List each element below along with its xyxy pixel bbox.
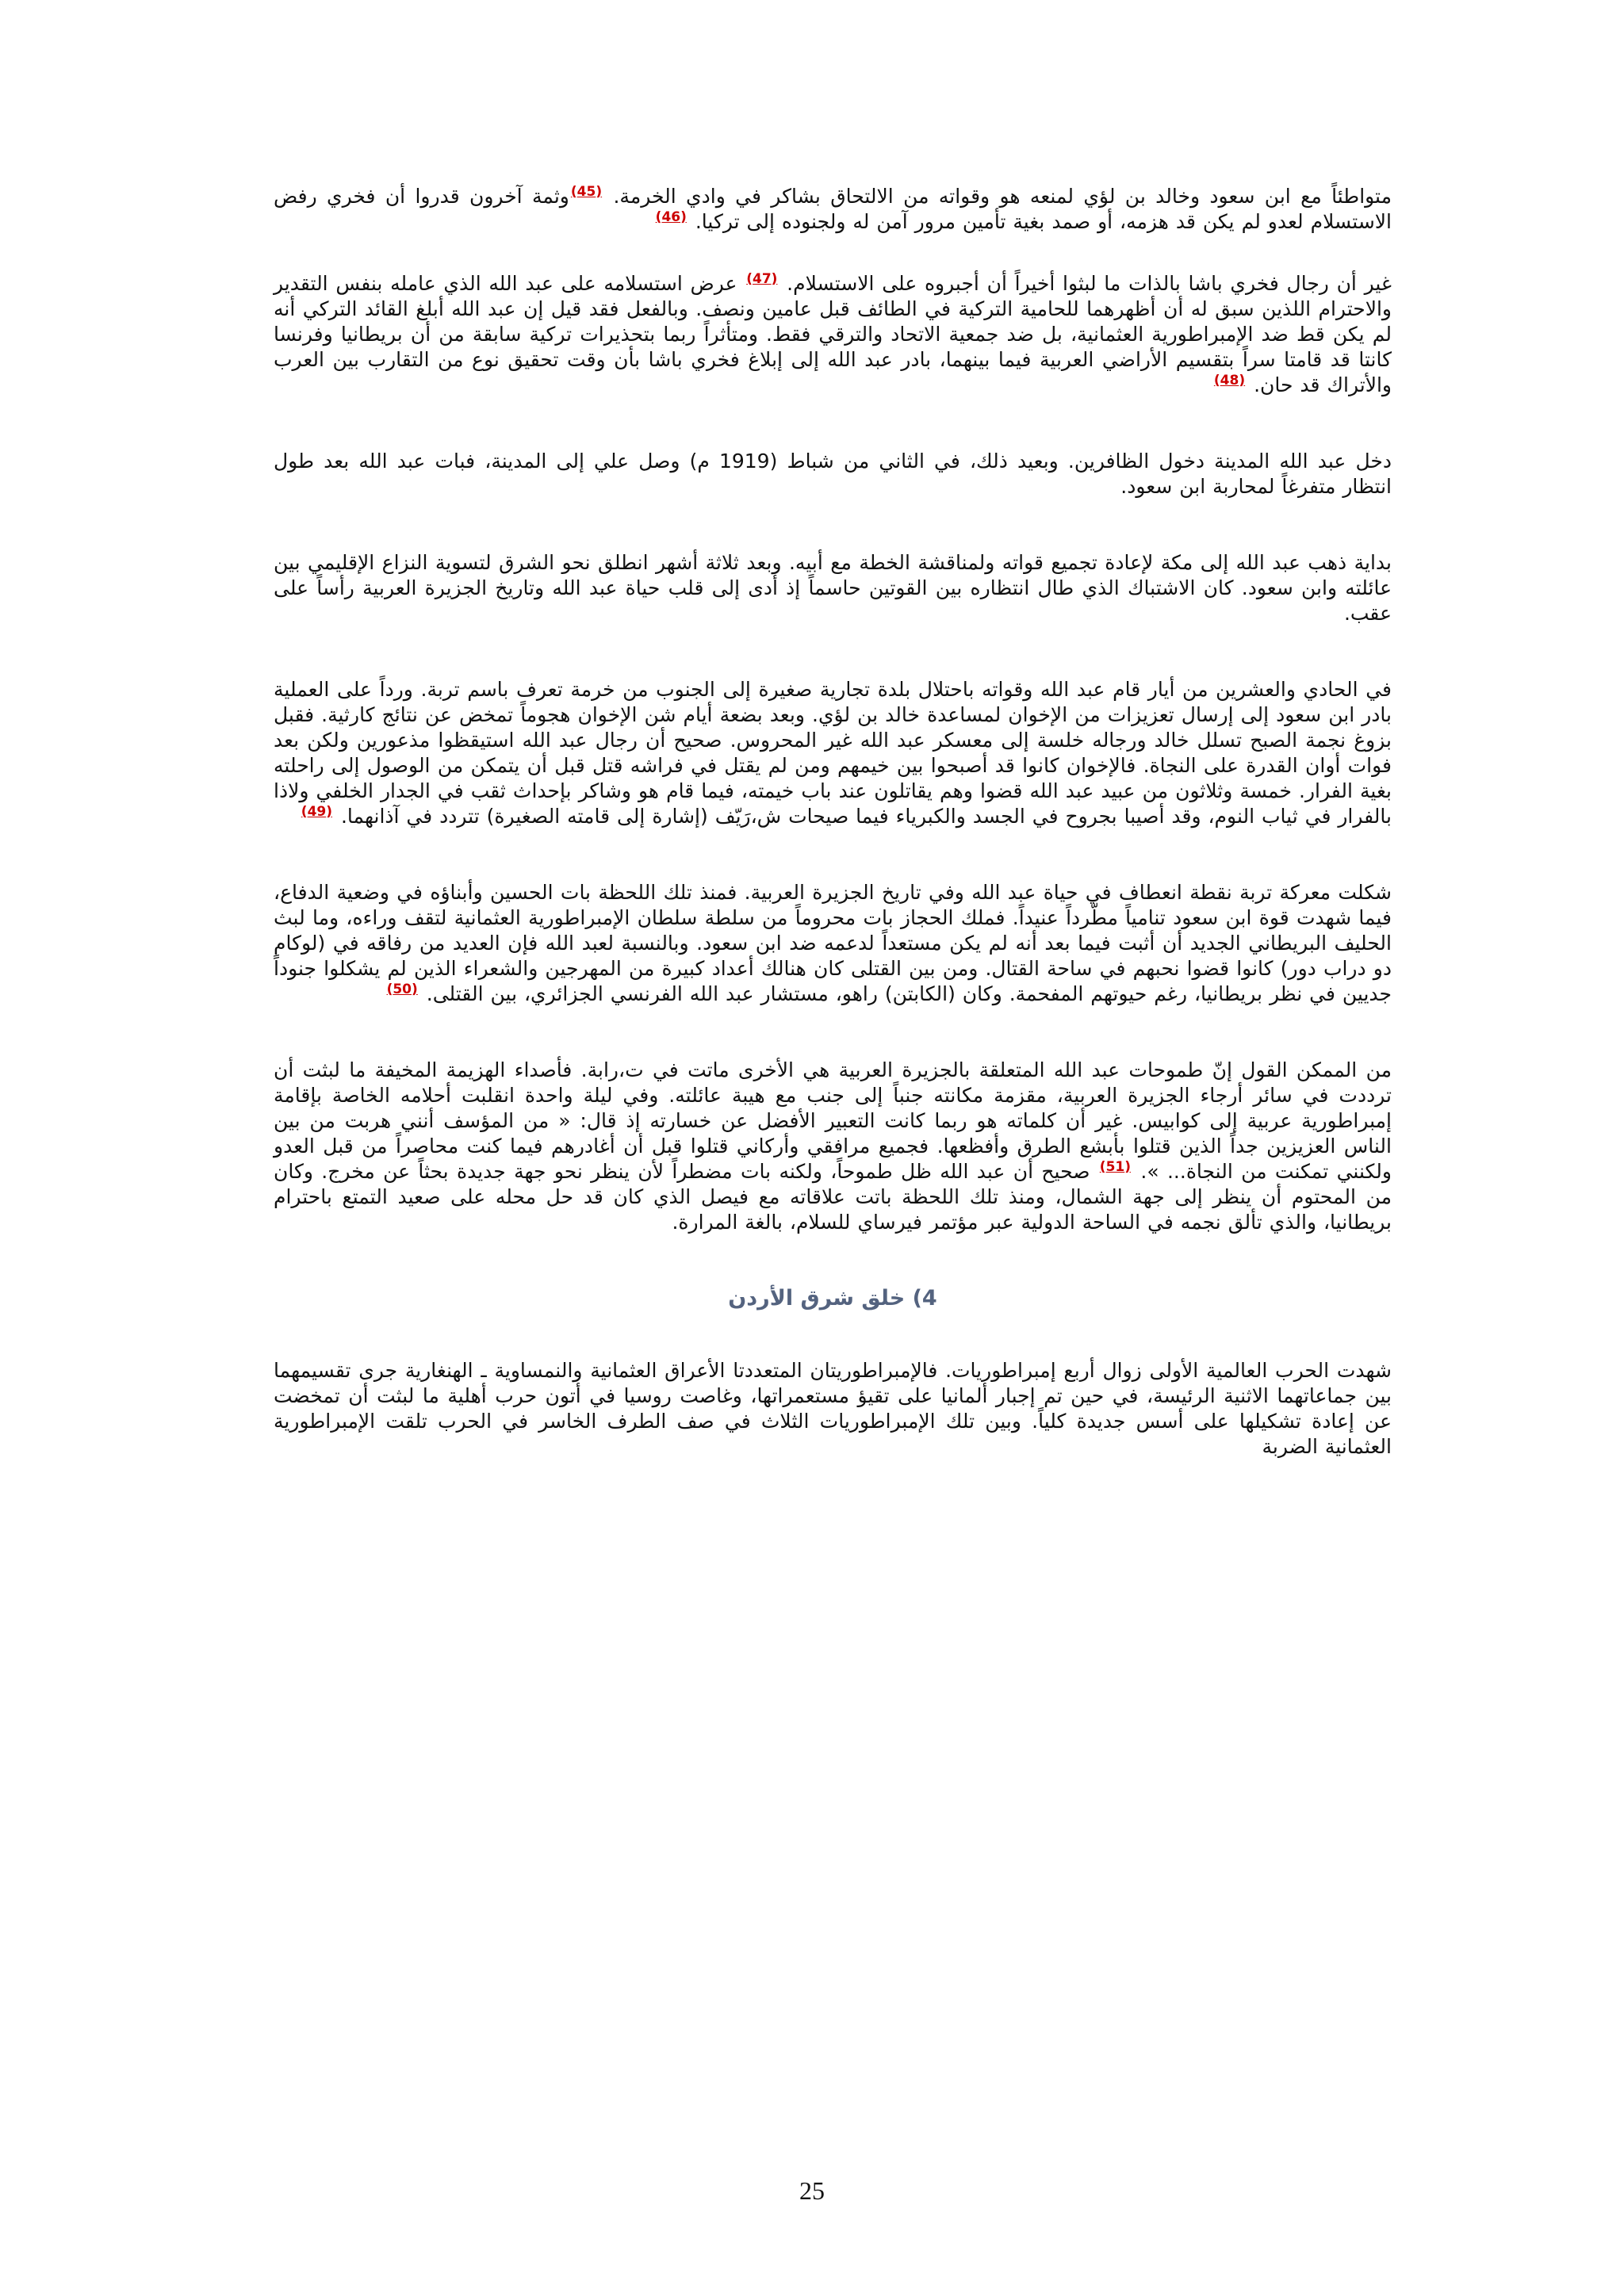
paragraph-3 bbox=[274, 449, 1392, 499]
page-body bbox=[274, 184, 1392, 1510]
paragraph-text: صحيح أن عبد الله ظل طموحاً، ولكنه بات مضطراً لأن ينظر نحو جهة جديدة بحثاً عن مخرج. وكان من المحتوم أن ينظر إلى جهة الشمال، ومنذ تلك اللحظة باتت علاقاته مع فيصل الذي كان قد حل محله على صعيد التمتع باحترام بريطانيا، والذي تألق نجمه في الساحة الدولية عبر مؤتمر فيرساي للسلام، بالغة المرارة. bbox=[274, 1160, 1392, 1234]
footnote-ref-51[interactable]: (51) bbox=[1099, 1158, 1132, 1175]
footnote-ref-48[interactable]: (48) bbox=[1213, 372, 1246, 388]
footnote-ref-47[interactable]: (47) bbox=[746, 270, 778, 287]
footnote-ref-45[interactable]: (45) bbox=[570, 183, 603, 200]
paragraph-7 bbox=[274, 1058, 1392, 1235]
paragraph-2 bbox=[274, 271, 1392, 398]
paragraph-text: في الحادي والعشرين من أيار قام عبد الله وقواته باحتلال بلدة تجارية صغيرة إلى الجنوب من خرمة تعرف باسم تربة. ورداً على العملية بادر ابن سعود إلى إرسال تعزيزات من الإخوان لمساعدة خالد بن لؤي. وبعد بضعة أيام شن الإخوان هجوماً تمخض عن نتائج كارثية. فقبل بزوغ نجمة الصبح تسلل خالد ورجاله خلسة إلى معسكر عبد الله غير المحروس. صحيح أن رجال عبد الله استيقظوا مذعورين ولكن بعد فوات أوان القدرة على النجاة. فالإخوان كانوا قد أصبحوا بين خيمهم ومن لم يقتل في فراشه قتل قبل أن يتمكن من الوصول إلى راحلته بغية الفرار. خمسة وثلاثون من عبيد عبد الله قضوا وهم يقاتلون عند باب خيمته، فيما قام هو وشاكر بإحداث ثقب في الجدار الخلفي ولاذا بالفرار في ثياب النوم، وقد أصيبا بجروح في الجسد والكبرياء فيما صيحات ش،رَيّف (إشارة إلى قامته الصغيرة) تتردد في آذانهما. bbox=[274, 678, 1392, 828]
footnote-ref-50[interactable]: (50) bbox=[386, 981, 418, 997]
paragraph-text: دخل عبد الله المدينة دخول الظافرين. وبعيد ذلك، في الثاني من شباط (1919 م) وصل علي إلى المدينة، فبات عبد الله بعد طول انتظار متفرغاً لمحاربة ابن سعود. bbox=[274, 450, 1392, 498]
paragraph-text: متواطئاً مع ابن سعود وخالد بن لؤي لمنعه هو وقواته من الالتحاق بشاكر في وادي الخرمة. bbox=[603, 185, 1392, 208]
paragraph-text: عرض استسلامه على عبد الله الذي عامله بنفس التقدير والاحترام اللذين سبق له أن أظهرهما للحامية التركية في الطائف قبل عامين ونصف. وبالفعل فقد قيل إن عبد الله أبلغ القائد التركي أنه لم يكن قط ضد الإمبراطورية العثمانية، بل ضد جمعية الاتحاد والترقي فقط. ومتأثراً ربما بتحذيرات تركية سابقة من أن بريطانيا وفرنسا كانتا قد قامتا سراً بتقسيم الأراضي العربية فيما بينهما، بادر عبد الله إلى إبلاغ فخري باشا بأن وقت تحقيق نوع من التقارب بين العرب والأتراك قد حان. bbox=[274, 272, 1392, 396]
paragraph-text: من الممكن القول إنّ طموحات عبد الله المتعلقة بالجزيرة العربية هي الأخرى ماتت في ت،رابة. فأصداء الهزيمة المخيفة ما لبثت أن ترددت في سائر أرجاء الجزيرة العربية، مقزمة مكانته جنباً إلى جنب مع هيبة عائلته. وفي ليلة واحدة انقلبت أحلامه الخاصة بإقامة إمبراطورية عربية إلى كوابيس. غير أن كلماته هو ربما كانت التعبير الأفضل عن خسارته إذ قال: « من المؤسف أنني هربت من بين الناس العزيزين جداً الذين قتلوا بأبشع الطرق وأفظعها. فجميع مرافقي وأركاني قتلوا قبل أن أغادرهم فيما كنت محاصراً من قبل العدو ولكنني تمكنت من النجاة... ». bbox=[274, 1058, 1392, 1183]
footnote-ref-46[interactable]: (46) bbox=[655, 209, 687, 225]
paragraph-6 bbox=[274, 880, 1392, 1007]
page-number: 25 bbox=[799, 2176, 825, 2205]
paragraph-text: شهدت الحرب العالمية الأولى زوال أربع إمبراطوريات. فالإمبراطوريتان المتعددتا الأعراق العثمانية والنمساوية ـ الهنغارية جرى تقسيمهما بين جماعاتهما الاثنية الرئيسة، في حين تم إجبار ألمانيا على تقيؤ مستعمراتها، وغاصت روسيا في أتون حرب أهلية ما لبثت أن تمخضت عن إعادة تشكيلها على أسس جديدة كلياً. وبين تلك الإمبراطوريات الثلاث في صف الطرف الخاسر في الحرب تلقت الإمبراطورية العثمانية الضربة bbox=[274, 1359, 1392, 1458]
paragraph-1 bbox=[274, 184, 1392, 235]
paragraph-text: بداية ذهب عبد الله إلى مكة لإعادة تجميع قواته ولمناقشة الخطة مع أبيه. وبعد ثلاثة أشهر انطلق نحو الشرق لتسوية النزاع الإقليمي بين عائلته وابن سعود. كان الاشتباك الذي طال انتظاره بين القوتين حاسماً إذ أدى إلى قلب حياة عبد الله وتاريخ الجزيرة العربية رأساً على عقب. bbox=[274, 551, 1392, 625]
paragraph-5 bbox=[274, 677, 1392, 829]
paragraph-4 bbox=[274, 550, 1392, 626]
footnote-ref-49[interactable]: (49) bbox=[301, 803, 333, 820]
paragraph-text: غير أن رجال فخري باشا بالذات ما لبثوا أخيراً أن أجبروه على الاستسلام. bbox=[779, 272, 1392, 295]
paragraph-text: وثمة آخرون قدروا أن فخري رفض الاستسلام لعدو لم يكن قد هزمه، أو صمد بغية تأمين مرور آمن له ولجنوده إلى تركيا. bbox=[274, 185, 1392, 233]
section-heading: 4) خلق شرق الأردن bbox=[728, 1286, 937, 1311]
paragraph-8 bbox=[274, 1358, 1392, 1460]
paragraph-text: شكلت معركة تربة نقطة انعطاف في حياة عبد الله وفي تاريخ الجزيرة العربية. فمنذ تلك اللحظة بات الحسين وأبناؤه في وضعية الدفاع، فيما شهدت قوة ابن سعود تنامياً مطّرداً عنيداً. فملك الحجاز بات محروماً من سلطة سلطان الإمبراطورية العثمانية لتقف وراءه، وما لبث الحليف البريطاني الجديد أن أثبت فيما بعد أنه لم يكن مستعداً لدعمه ضد ابن سعود. وبالنسبة لعبد الله فإن العديد من رفاقه في (لوكام دو دراب دور) كانوا قضوا نحبهم في ساحة القتال. ومن بين القتلى كان هنالك أعداد كبيرة من المهرجين والشعراء الذين لم يشكلوا جنوداً جديين في نظر بريطانيا، رغم حيوتهم المفحمة. وكان (الكابتن) راهو، مستشار عبد الله الفرنسي الجزائري، بين القتلى. bbox=[274, 881, 1392, 1005]
